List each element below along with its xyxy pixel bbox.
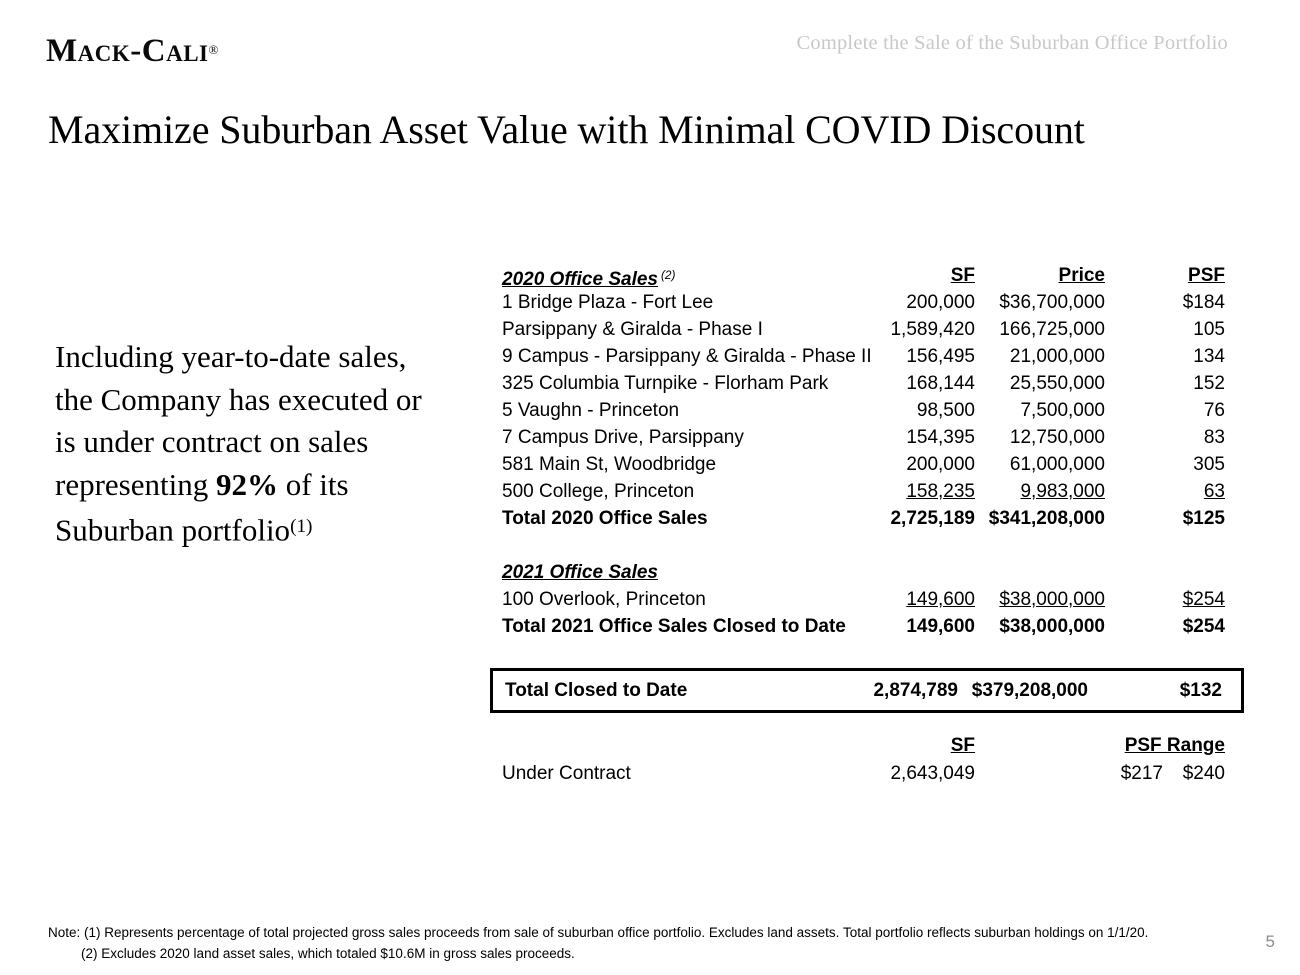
row-label: Total 2021 Office Sales Closed to Date [502,616,846,637]
section-spacer [490,532,1250,559]
table-row [490,343,1250,370]
narrative-highlight: 92% [215,466,278,502]
registered-trademark-icon: ® [208,42,219,57]
row-label: Parsippany & Giralda - Phase I [502,319,763,340]
cell-sf: 2,725,189 [890,508,975,529]
row-label: 9 Campus - Parsippany & Giralda - Phase II [502,346,872,367]
table-row-total-2021 [490,613,1250,640]
header-eyebrow-text: Complete the Sale of the Suburban Office Portfolio [796,32,1228,54]
company-logo [46,33,219,70]
table-row [490,559,1250,586]
row-label: Total Closed to Date [505,680,688,701]
section-title-2021: 2021 Office Sales [502,562,658,583]
row-label: 325 Columbia Turnpike - Florham Park [502,373,829,394]
footnote-1: Note: (1) Represents percentage of total projected gross sales proceeds from sale of suburban office portfolio. Excludes land assets. Total portfolio reflects suburban holdings on 1/1/20. [48,925,1149,940]
cell-price: 25,550,000 [1009,373,1105,394]
cell-psf: 76 [1203,400,1225,421]
row-label: Total 2020 Office Sales [502,508,708,529]
cell-psf-low: $217 [1120,763,1163,784]
table-row [490,760,1250,788]
cell-psf: $132 [1179,680,1222,701]
column-header-sf: SF [950,265,975,286]
cell-sf: 149,600 [906,616,975,637]
cell-price: $38,000,000 [999,589,1105,610]
sales-table [490,262,1250,640]
row-label: 581 Main St, Woodbridge [502,454,717,475]
cell-price: 61,000,000 [1009,454,1105,475]
column-header-price: Price [1058,265,1105,286]
table-row [490,732,1250,760]
cell-sf: 1,589,420 [890,319,975,340]
cell-psf-range [995,760,1225,788]
cell-psf: $184 [1182,292,1225,313]
column-header-sf-under-contract: SF [950,735,975,756]
cell-psf: 63 [1203,481,1225,502]
cell-sf: 200,000 [906,454,975,475]
cell-sf: 156,495 [906,346,975,367]
cell-sf: 154,395 [906,427,975,448]
cell-psf: $125 [1182,508,1225,529]
cell-psf: 305 [1193,454,1225,475]
cell-psf: 105 [1193,319,1225,340]
page-number: 5 [1265,932,1275,951]
narrative-text [55,336,445,552]
section-title-2020: 2020 Office Sales $^{(2)}$ [502,262,675,293]
under-contract-section [490,732,1250,788]
table-row-grand-total [493,671,1241,710]
cell-sf: 98,500 [916,400,975,421]
table-row [490,397,1250,424]
page-title: Maximize Suburban Asset Value with Minimal COVID Discount [48,107,1085,152]
row-label: 500 College, Princeton [502,481,695,502]
section-footnote-marker: (2) [660,269,676,282]
row-label: Under Contract [502,763,631,784]
table-row-total-2020 [490,505,1250,532]
cell-price: 12,750,000 [1009,427,1105,448]
cell-psf: $254 [1182,616,1225,637]
narrative-part-2: of its Suburban portfolio [55,466,349,548]
footnote-2: (2) Excludes 2020 land asset sales, which totaled $10.6M in gross sales proceeds. [81,946,575,961]
cell-sf: 168,144 [906,373,975,394]
logo-wordmark: Mack-Cali [46,33,209,69]
table-row [490,262,1250,289]
row-label: 1 Bridge Plaza - Fort Lee [502,292,714,313]
row-label: 100 Overlook, Princeton [502,589,706,610]
total-closed-to-date-box [490,668,1244,713]
cell-price: 9,983,000 [1020,481,1105,502]
cell-sf: 200,000 [906,292,975,313]
cell-psf-high: $240 [1182,763,1225,784]
table-row [490,586,1250,613]
column-header-psf: PSF [1188,265,1225,286]
table-row [490,478,1250,505]
narrative-part-1: Including year-to-date sales, the Company has executed or is under contract on sales representing [55,339,422,502]
cell-price: $379,208,000 [971,680,1088,701]
cell-price: 7,500,000 [1020,400,1105,421]
cell-sf: 158,235 [906,481,975,502]
narrative-footnote-marker: (1) [290,516,313,537]
column-header-psf-range: PSF Range [1124,735,1225,756]
row-label: 7 Campus Drive, Parsippany [502,427,744,448]
cell-psf: 134 [1193,346,1225,367]
cell-price: $341,208,000 [988,508,1105,529]
table-row [490,316,1250,343]
cell-sf: 149,600 [906,589,975,610]
cell-price: $38,000,000 [999,616,1105,637]
table-row [490,289,1250,316]
row-label: 5 Vaughn - Princeton [502,400,680,421]
cell-price: $36,700,000 [999,292,1105,313]
table-row [490,451,1250,478]
cell-psf: $254 [1182,589,1225,610]
cell-price: 166,725,000 [999,319,1105,340]
table-row [490,424,1250,451]
cell-psf: 152 [1193,373,1225,394]
cell-sf: 2,874,789 [873,680,958,701]
table-row [490,370,1250,397]
cell-price: 21,000,000 [1009,346,1105,367]
cell-sf: 2,643,049 [890,763,975,784]
footnotes [48,922,1148,964]
cell-psf: 83 [1203,427,1225,448]
